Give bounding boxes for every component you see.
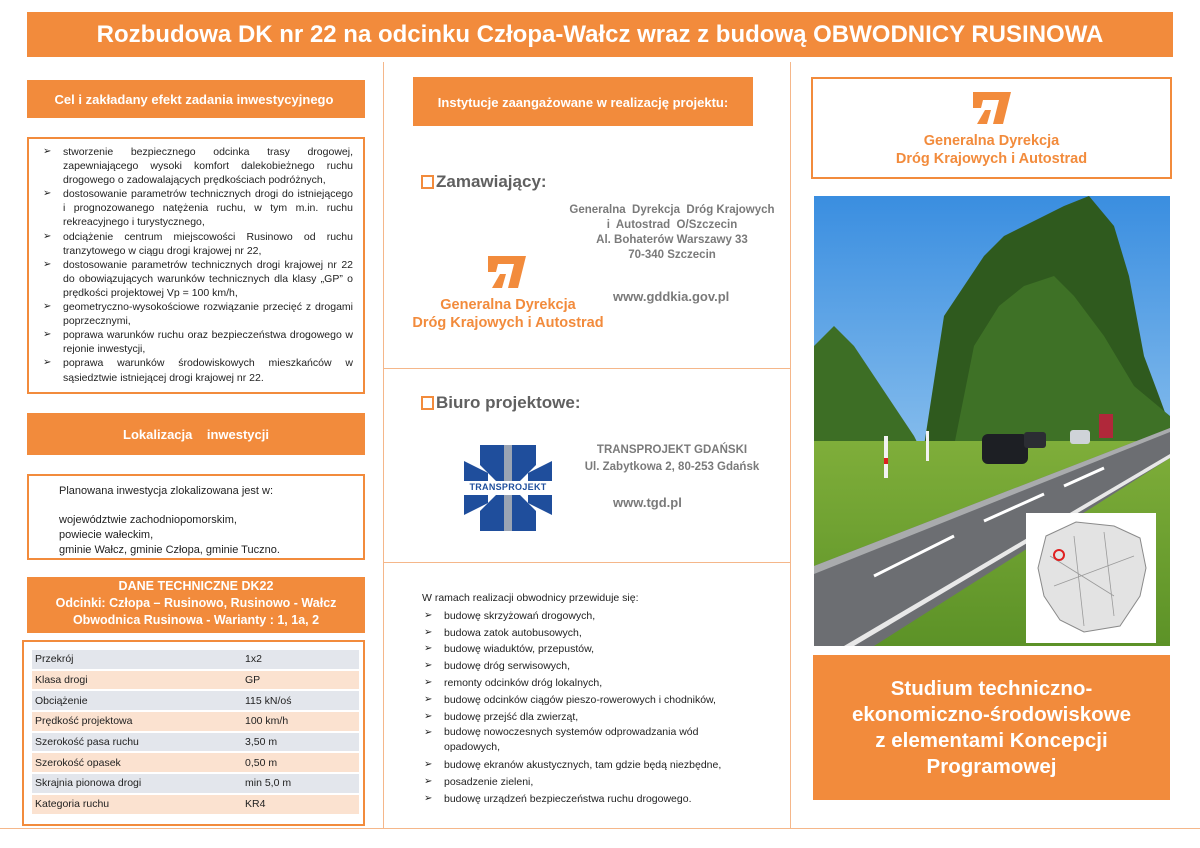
gddkia-emblem-icon xyxy=(486,252,530,292)
param-value: 115 kN/oś xyxy=(242,691,359,710)
transprojekt-logo xyxy=(462,443,554,533)
study-title-box xyxy=(813,655,1170,800)
works-item: ➢ budowę odcinków ciągów pieszo-rowerowych i chodników, xyxy=(422,692,752,709)
gddkia-logo-box xyxy=(811,77,1172,179)
goals-header: Cel i zakładany efekt zadania inwestycyjnego xyxy=(27,80,365,118)
param-value: 0,50 m xyxy=(242,753,359,772)
tech-header-line: DANE TECHNICZNE DK22 xyxy=(118,579,274,593)
table-row xyxy=(32,650,359,669)
column-divider-left xyxy=(383,62,384,828)
param-name: Szerokość pasa ruchu xyxy=(32,733,242,752)
works-item: ➢ budowę ekranów akustycznych, tam gdzie będą niezbędne, xyxy=(422,757,752,774)
bottom-rule xyxy=(0,828,1200,829)
address-line: i Autostrad O/Szczecin xyxy=(606,219,738,231)
checkbox-icon xyxy=(421,396,434,410)
table-row xyxy=(32,712,359,731)
param-value: 1x2 xyxy=(242,650,359,669)
works-item: ➢ budowa zatok autobusowych, xyxy=(422,625,752,642)
goal-item: ➢ poprawa warunków ruchu oraz bezpieczeństwa drogowego w rejonie inwestycji, xyxy=(41,328,353,356)
gddkia-logo-line1: Generalna Dyrekcja xyxy=(440,297,576,313)
table-row xyxy=(32,691,359,710)
gddkia-emblem-icon xyxy=(971,88,1015,128)
table-row xyxy=(32,795,359,814)
param-value: GP xyxy=(242,671,359,690)
goals-box xyxy=(27,137,365,394)
goal-item: ➢ odciążenie centrum miejscowości Rusinowo od ruchu tranzytowego w ciągu drogi krajowej nr 22, xyxy=(41,230,353,258)
gddkia-logo-line1: Generalna Dyrekcja xyxy=(923,133,1060,149)
location-line: województwie zachodniopomorskim, xyxy=(59,514,237,526)
study-title-line: Programowej xyxy=(926,754,1057,778)
study-title-line: z elementami Koncepcji xyxy=(875,728,1108,752)
param-name: Klasa drogi xyxy=(32,671,242,690)
param-name: Prędkość projektowa xyxy=(32,712,242,731)
design-label xyxy=(421,393,581,413)
address-line: Generalna Dyrekcja Dróg Krajowych xyxy=(569,204,775,216)
goal-item: ➢ dostosowanie parametrów technicznych drogi krajowej nr 22 do obowiązujących warunków technicznych dla klasy „GP” o prędkości projektowej Vp = 100 km/h, xyxy=(41,258,353,300)
client-label-text: Zamawiający: xyxy=(436,172,547,191)
address-line: 70-340 Szczecin xyxy=(628,249,716,261)
table-row xyxy=(32,753,359,772)
table-row xyxy=(32,671,359,690)
param-name: Kategoria ruchu xyxy=(32,795,242,814)
param-name: Przekrój xyxy=(32,650,242,669)
address-line: Al. Bohaterów Warszawy 33 xyxy=(596,234,748,246)
param-name: Szerokość opasek xyxy=(32,753,242,772)
design-label-text: Biuro projektowe: xyxy=(436,393,581,412)
works-item: ➢ budowę skrzyżowań drogowych, xyxy=(422,608,752,625)
works-item: ➢ budowę urządzeń bezpieczeństwa ruchu drogowego. xyxy=(422,791,752,808)
location-intro: Planowana inwestycja zlokalizowana jest w: xyxy=(59,485,273,497)
works-item: ➢ posadzenie zieleni, xyxy=(422,774,752,791)
design-url-link[interactable]: www.tgd.pl xyxy=(613,495,682,510)
transprojekt-logo-text: TRANSPROJEKT xyxy=(469,482,547,492)
address-line: TRANSPROJEKT GDAŃSKI xyxy=(596,444,748,456)
client-label xyxy=(421,172,547,192)
gddkia-logo-line2: Dróg Krajowych i Autostrad xyxy=(412,315,604,331)
goal-item: ➢ stworzenie bezpiecznego odcinka trasy drogowej, zapewniającego wysoki komfort dalekobieżnego ruchu drogowego o zadowalających prędkościach podróżnych, xyxy=(41,145,353,187)
param-name: Skrajnia pionowa drogi xyxy=(32,774,242,793)
page-title: Rozbudowa DK nr 22 na odcinku Człopa-Wałcz wraz z budową OBWODNICY RUSINOWA xyxy=(27,12,1173,57)
design-address xyxy=(565,442,779,476)
param-value: KR4 xyxy=(242,795,359,814)
column-divider-right xyxy=(790,62,791,828)
goal-item: ➢ poprawa warunków środowiskowych mieszkańców w sąsiedztwie istniejącej drogi krajowej nr 22. xyxy=(41,356,353,384)
client-url-link[interactable]: www.gddkia.gov.pl xyxy=(613,289,730,304)
road-photo-image xyxy=(814,196,1170,646)
tech-data-header xyxy=(27,577,365,633)
param-value: 100 km/h xyxy=(242,712,359,731)
param-name: Obciążenie xyxy=(32,691,242,710)
location-header: Lokalizacja inwestycji xyxy=(27,413,365,455)
param-value: min 5,0 m xyxy=(242,774,359,793)
divider-client-design xyxy=(383,368,790,369)
tech-data-table xyxy=(22,640,365,826)
works-intro: W ramach realizacji obwodnicy przewiduje się: xyxy=(422,592,639,604)
gddkia-logo xyxy=(398,250,618,335)
tech-header-line: Obwodnica Rusinowa - Warianty : 1, 1a, 2 xyxy=(72,613,320,627)
location-line: gminie Wałcz, gminie Człopa, gminie Tuczno. xyxy=(59,544,280,556)
study-title-line: ekonomiczno-środowiskowe xyxy=(851,702,1132,726)
tech-header-line: Odcinki: Człopa – Rusinowo, Rusinowo - Wałcz xyxy=(55,596,337,610)
works-section xyxy=(422,590,752,808)
works-item: ➢ budowę przejść dla zwierząt, xyxy=(422,709,752,726)
goal-item: ➢ geometryczno-wysokościowe rozwiązanie przecięć z drogami poprzecznymi, xyxy=(41,300,353,328)
gddkia-logo-line2: Dróg Krajowych i Autostrad xyxy=(895,151,1088,167)
study-title-line: Studium techniczno- xyxy=(890,676,1093,700)
table-row xyxy=(32,733,359,752)
divider-design-works xyxy=(383,562,790,563)
location-box xyxy=(27,474,365,560)
works-item: ➢ budowę nowoczesnych systemów odprowadzania wód opadowych, xyxy=(422,725,752,755)
address-line: Ul. Zabytkowa 2, 80-253 Gdańsk xyxy=(584,461,760,473)
location-line: powiecie wałeckim, xyxy=(59,529,154,541)
institutions-header: Instytucje zaangażowane w realizację projektu: xyxy=(413,77,753,126)
works-item: ➢ remonty odcinków dróg lokalnych, xyxy=(422,675,752,692)
road-photo xyxy=(814,196,1170,646)
table-row xyxy=(32,774,359,793)
works-item: ➢ budowę wiaduktów, przepustów, xyxy=(422,641,752,658)
checkbox-icon xyxy=(421,175,434,189)
goal-item: ➢ dostosowanie parametrów technicznych drogi do istniejącego i prognozowanego natężenia ruchu, w tym m.in. ruchu rekreacyjnego i turystycznego, xyxy=(41,187,353,229)
works-item: ➢ budowę dróg serwisowych, xyxy=(422,658,752,675)
param-value: 3,50 m xyxy=(242,733,359,752)
